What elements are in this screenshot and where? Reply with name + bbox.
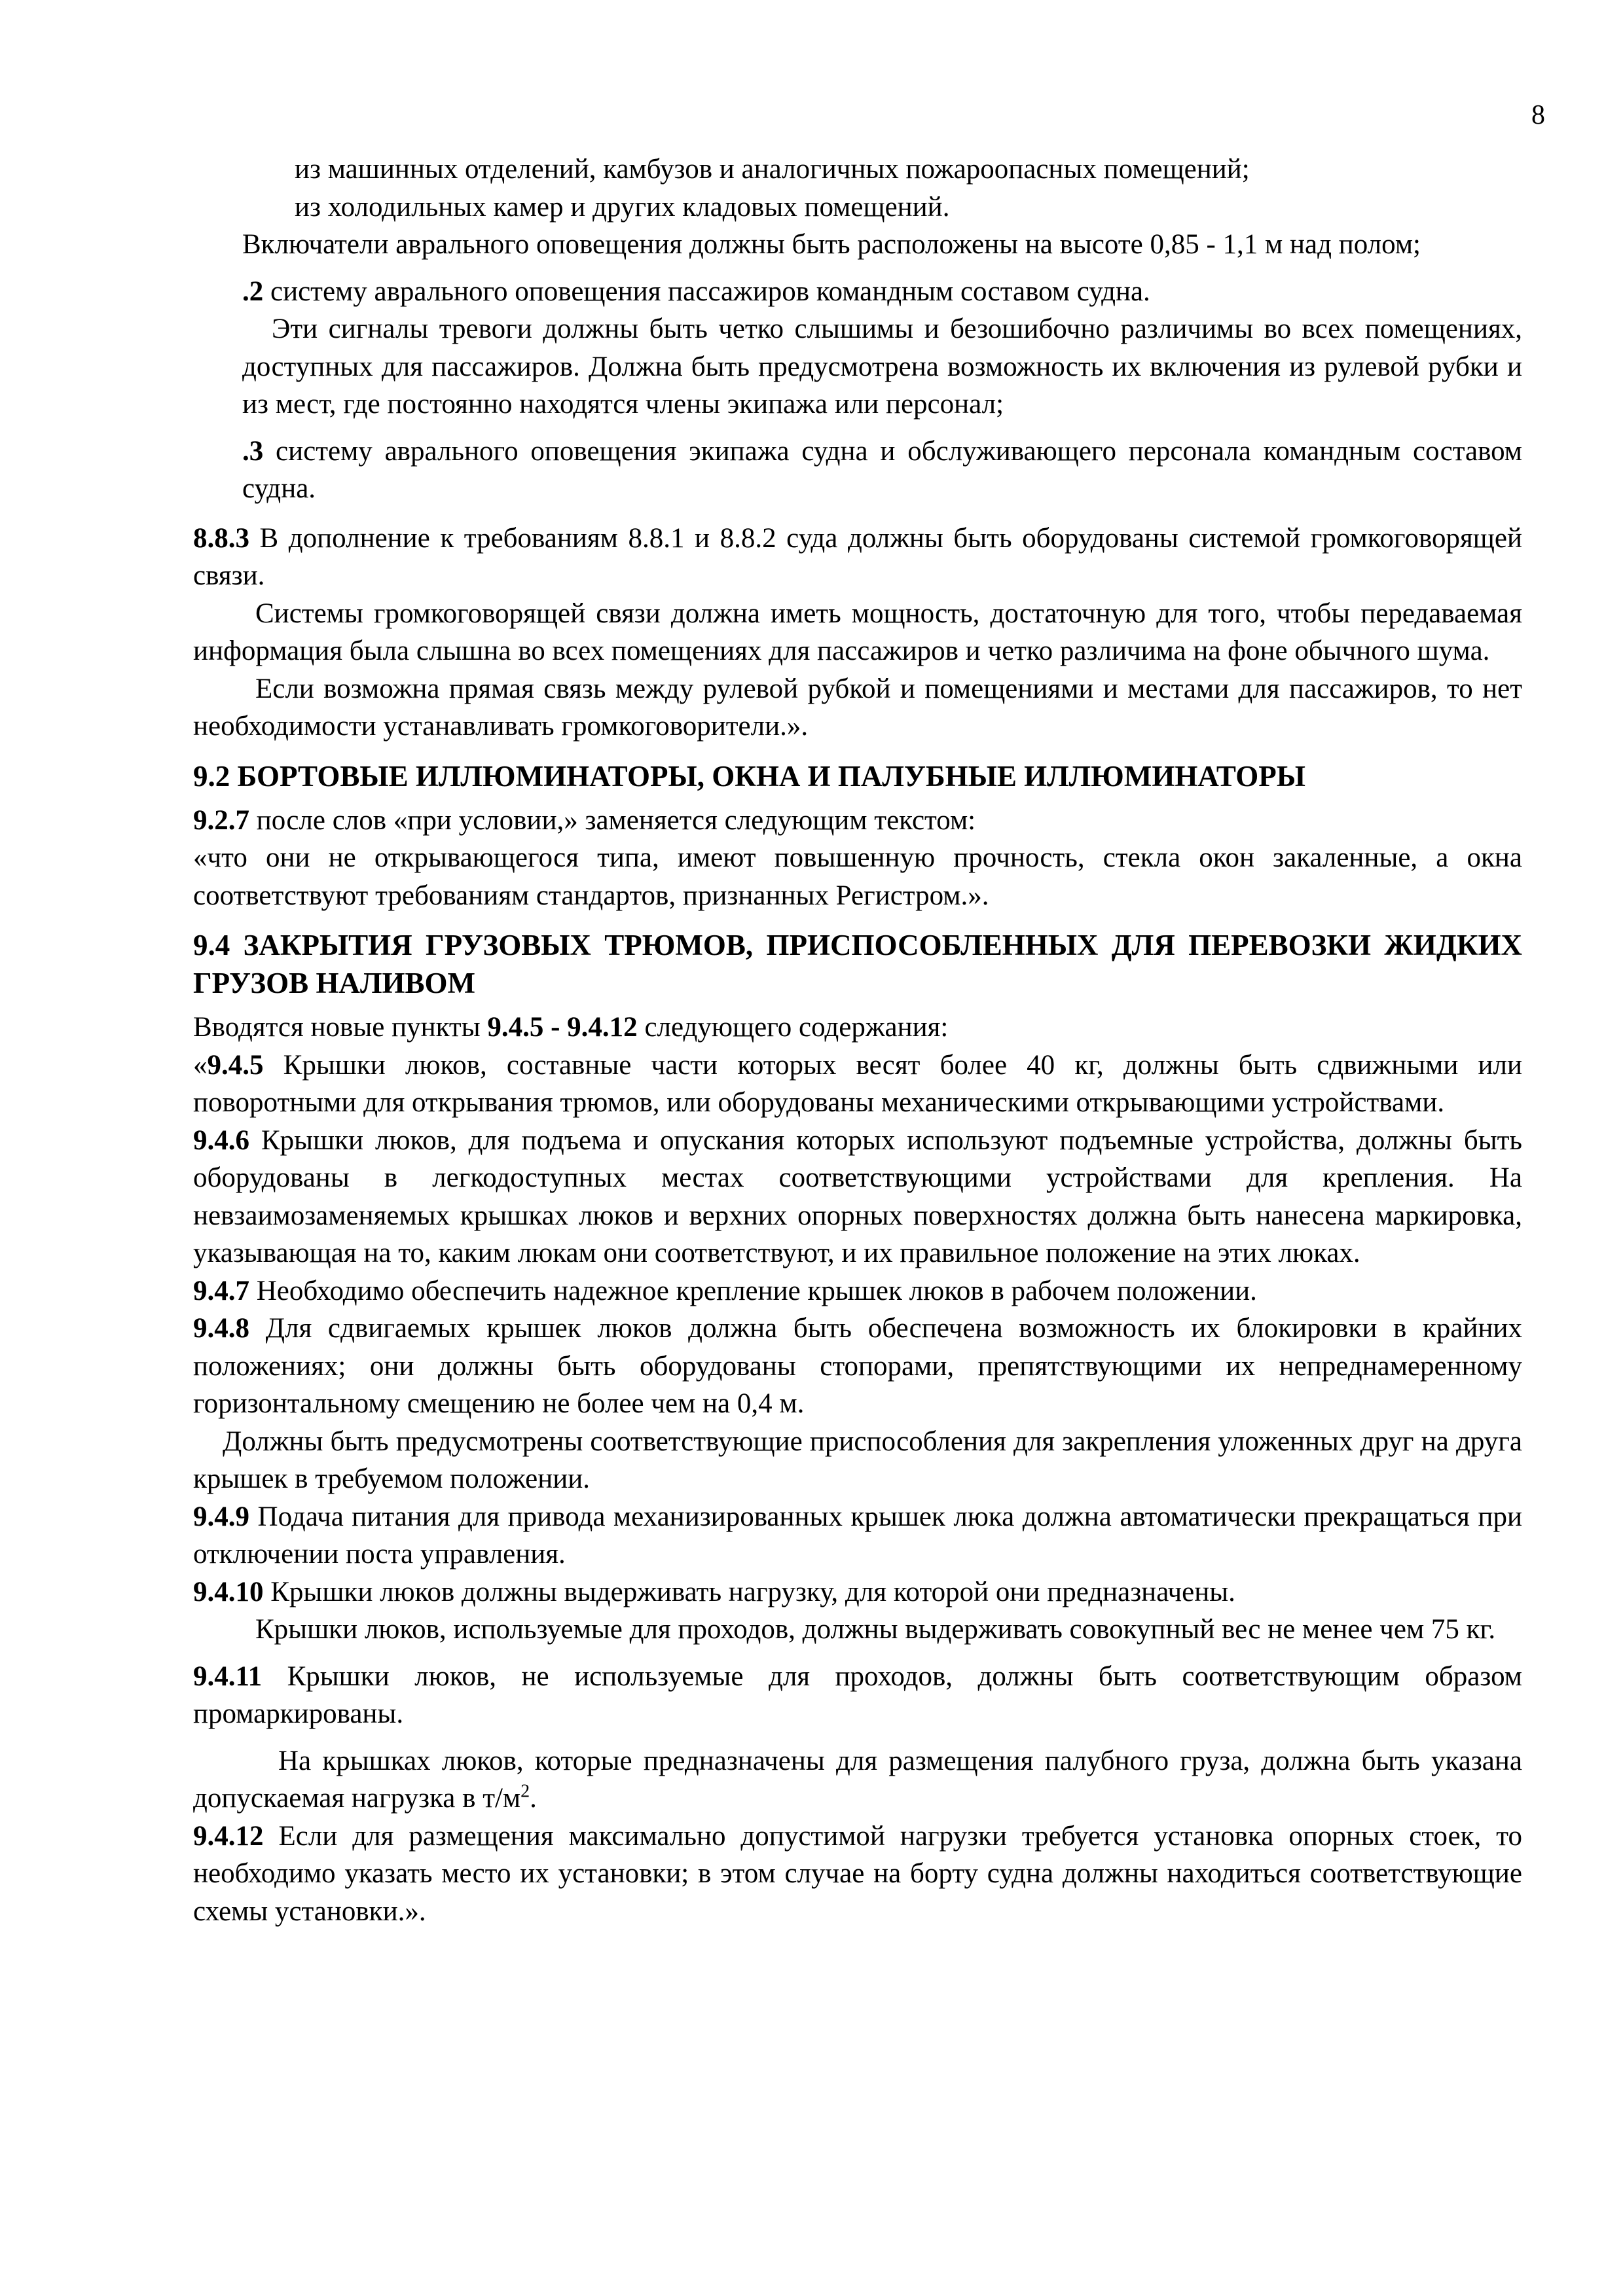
- clause-number: 8.8.3: [193, 522, 249, 554]
- intro-prefix: Вводятся новые пункты: [193, 1012, 488, 1043]
- clause-number: 9.2.7: [193, 804, 249, 836]
- list-item: из холодильных камер и других кладовых помещений.: [295, 191, 950, 223]
- page-number: 8: [1531, 100, 1545, 130]
- clause-number: 9.4.8: [193, 1313, 249, 1344]
- section-heading-9-2: 9.2 БОРТОВЫЕ ИЛЛЮМИНАТОРЫ, ОКНА И ПАЛУБНЫЕ ИЛЛЮМИНАТОРЫ: [193, 759, 1305, 793]
- section-heading-9-4: 9.4 ЗАКРЫТИЯ ГРУЗОВЫХ ТРЮМОВ, ПРИСПОСОБЛЕННЫХ ДЛЯ ПЕРЕВОЗКИ ЖИДКИХ ГРУЗОВ НАЛИВОМ: [193, 929, 1522, 999]
- intro-paragraph: [193, 1009, 1522, 1047]
- intro-suffix: следующего содержания:: [637, 1012, 949, 1043]
- item-2-paragraph: [193, 273, 1522, 311]
- clause-9-4-10: [193, 1573, 1522, 1611]
- superscript: 2: [520, 1781, 530, 1802]
- clause-text: после слов «при условии,» заменяется следующим текстом:: [249, 804, 976, 836]
- signals-paragraph: Эти сигналы тревоги должны быть четко слышимы и безошибочно различимы во всех помещениях, доступных для пассажиров. Должна быть предусмотрена возможность их включения из рулевой рубки и из мест, где постоянно находятся члены экипажа или персонал;: [242, 314, 1522, 420]
- clause-9-4-12: [193, 1818, 1522, 1931]
- period: .: [530, 1783, 537, 1814]
- item-number: .2: [242, 276, 264, 307]
- clause-text: Подача питания для привода механизированных крышек люка должна автоматически прекращаться при отключении поста управления.: [193, 1501, 1522, 1570]
- clause-paragraph: Системы громкоговорящей связи должна иметь мощность, достаточную для того, чтобы передаваемая информация была слышна во всех помещениях для пассажиров и четко различима на фоне обычного шума.: [193, 598, 1522, 666]
- clause-number: 9.4.7: [193, 1275, 249, 1306]
- clause-9-2-7: [193, 802, 1522, 840]
- clause-9-4-9: [193, 1498, 1522, 1573]
- clause-number: 9.4.12: [193, 1820, 264, 1852]
- list-item: из машинных отделений, камбузов и аналогичных пожароопасных помещений;: [295, 154, 1250, 185]
- clause-9-4-7: [193, 1272, 1522, 1310]
- item-number: .3: [242, 435, 264, 467]
- open-quote: «: [193, 1049, 208, 1081]
- item-3-paragraph: [193, 433, 1522, 508]
- clause-quote: «что они не открывающегося типа, имеют повышенную прочность, стекла окон закаленные, а окна соответствуют требованиям стандартов, признанных Регистром.».: [193, 842, 1522, 911]
- clause-8-8-3: [193, 520, 1522, 595]
- clause-text: Крышки люков, не используемые для проходов, должны быть соответствующим образом промаркированы.: [193, 1660, 1522, 1729]
- clause-text: В дополнение к требованиям 8.8.1 и 8.8.2 суда должны быть оборудованы системой громкоговорящей связи.: [193, 522, 1522, 591]
- clause-number: 9.4.6: [193, 1124, 249, 1156]
- clause-9-4-5: [193, 1047, 1522, 1122]
- clause-text: Если для размещения максимально допустимой нагрузки требуется установка опорных стоек, то необходимо указать место их установки; в этом случае на борту судна должны находиться соответствующие схемы установки.».: [193, 1820, 1522, 1927]
- clause-paragraph: Крышки люков, используемые для проходов, должны выдерживать совокупный вес не менее чем 75 кг.: [255, 1614, 1496, 1645]
- clause-text: Крышки люков должны выдерживать нагрузку, для которой они предназначены.: [263, 1576, 1235, 1607]
- document-body: [193, 151, 1522, 1930]
- intro-range: 9.4.5 - 9.4.12: [487, 1012, 638, 1043]
- clause-9-4-11: [193, 1658, 1522, 1733]
- item-text: систему аврального оповещения пассажиров командным составом судна.: [263, 276, 1150, 307]
- clause-text: Крышки люков, для подъема и опускания которых используют подъемные устройства, должны быть оборудованы в легкодоступных местах соответствующими устройствами для крепления. На невзаимозаменяемых крышках люков и верхних опорных поверхностях должна быть нанесена маркировка, указывающая на то, каким люкам они соответствуют, и их правильное положение на этих люках.: [193, 1124, 1522, 1268]
- clause-text: Крышки люков, составные части которых весят более 40 кг, должны быть сдвижными или поворотными для открывания трюмов, или оборудованы механическими открывающими устройствами.: [193, 1049, 1522, 1118]
- clause-number: 9.4.11: [193, 1660, 263, 1692]
- clause-paragraph: Если возможна прямая связь между рулевой рубкой и помещениями и местами для пассажиров, то нет необходимости устанавливать громкоговорители.».: [193, 673, 1522, 742]
- switches-paragraph: Включатели аврального оповещения должны быть расположены на высоте 0,85 - 1,1 м над полом;: [242, 229, 1421, 260]
- clause-number: 9.4.10: [193, 1576, 264, 1607]
- clause-number: 9.4.9: [193, 1501, 249, 1532]
- clause-paragraph: Должны быть предусмотрены соответствующие приспособления для закрепления уложенных друг на друга крышек в требуемом положении.: [193, 1426, 1522, 1494]
- load-text: На крышках люков, которые предназначены для размещения палубного груза, должна быть указана допускаемая нагрузка в т/м: [193, 1745, 1522, 1814]
- item-text: систему аврального оповещения экипажа судна и обслуживающего персонала командным составом судна.: [242, 435, 1522, 504]
- clause-9-4-6: [193, 1122, 1522, 1272]
- clause-text: Необходимо обеспечить надежное крепление крышек люков в рабочем положении.: [249, 1275, 1257, 1306]
- clause-paragraph: [193, 1742, 1522, 1818]
- clause-9-4-8: [193, 1310, 1522, 1423]
- clause-number: 9.4.5: [207, 1049, 264, 1081]
- clause-text: Для сдвигаемых крышек люков должна быть обеспечена возможность их блокировки в крайних положениях; они должны быть оборудованы стопорами, препятствующими их непреднамеренному горизонтальному смещению не более чем на 0,4 м.: [193, 1313, 1522, 1419]
